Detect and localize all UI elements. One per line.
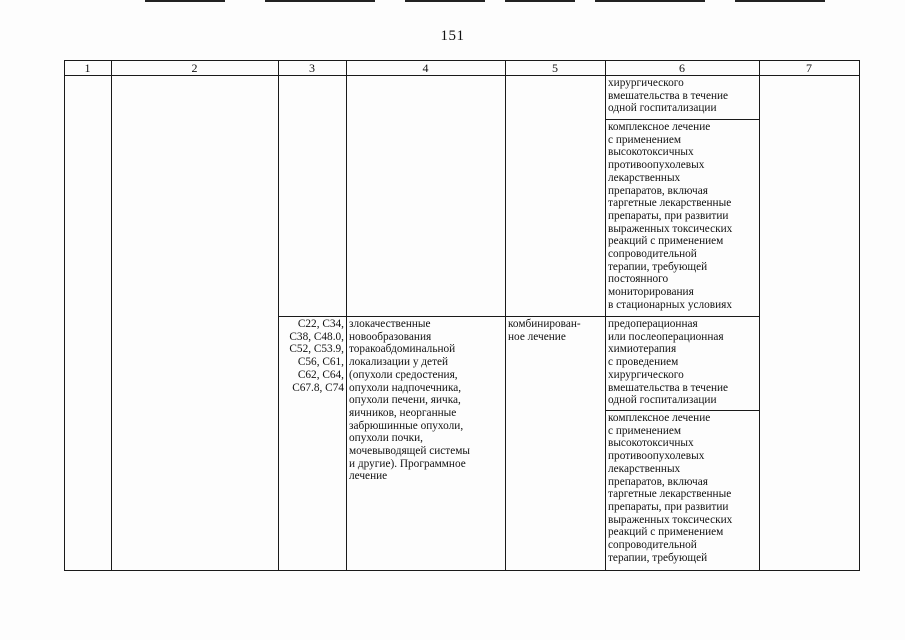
scan-top-edge-marks: [0, 0, 905, 4]
page-number: 151: [440, 28, 465, 44]
header-col-4: 4: [422, 61, 429, 75]
header-col-2: 2: [191, 61, 198, 75]
header-col-1: 1: [84, 61, 91, 75]
header-col-6: 6: [679, 61, 685, 75]
header-col-5: 5: [552, 61, 558, 75]
row-a-col6-complex-treatment: комплексное лечение с применением высокотоксичных противоопухолевых лекарственных препаратов, включая таргетные лекарственные препараты, при развитии выраженных токсических реакций с применением сопроводительной терапии, требующей постоянного мониторирования в стационарных условиях: [608, 121, 733, 311]
header-col-3: 3: [309, 61, 315, 75]
row-b-col6-complex-treatment: комплексное лечение с применением высокотоксичных противоопухолевых лекарственных препаратов, включая таргетные лекарственные препараты, при развитии выраженных токсических реакций с применением сопроводительной терапии, требующей: [608, 412, 733, 564]
row-b-col6-chemotherapy: предоперационная или послеоперационная химиотерапия с проведением хирургического вмешательства в течение одной госпитализации: [608, 318, 729, 407]
row-b-diagnosis: злокачественные новообразования торакоабдоминальной локализации у детей (опухоли средостения, опухоли надпочечника, опухоли печени, яичка, яичников, неорганные забрюшинные опухоли, опухоли почки, мочевыводящей системы и другие). Программное лечение: [349, 318, 470, 483]
header-col-7: 7: [806, 61, 812, 75]
row-a-col6-continuation: хирургического вмешательства в течение одной госпитализации: [608, 77, 729, 115]
row-b-treatment-type: комбинирован- ное лечение: [508, 318, 581, 343]
row-b-icd-codes: C22, C34, C38, C48.0, C52, C53.9, C56, C61, C62, C64, C67.8, C74: [289, 318, 344, 394]
